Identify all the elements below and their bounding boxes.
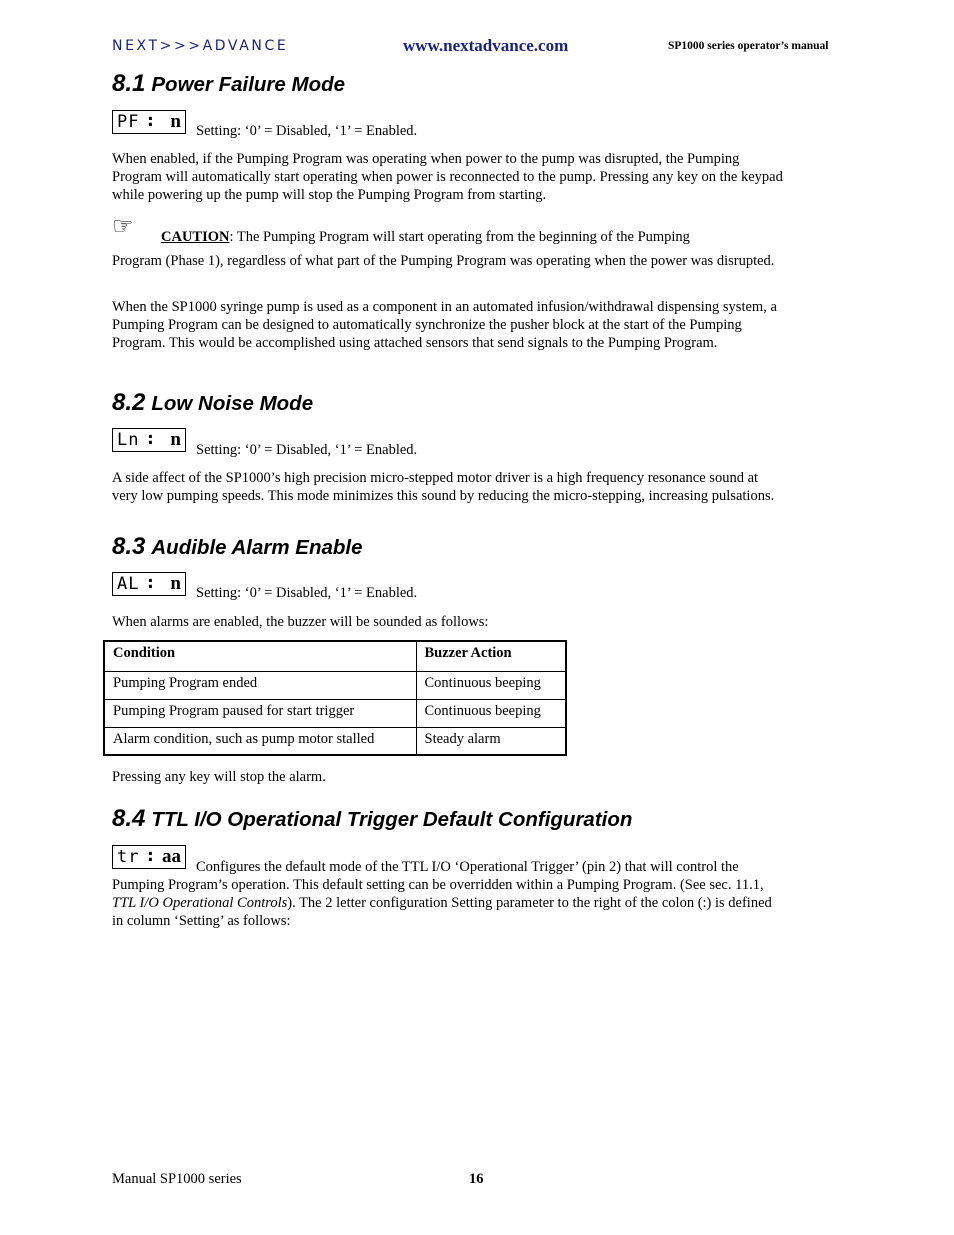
- text-run: Pumping Program’s operation. This default setting can be overridden within a Pumping Program. (See sec. 11.1,: [112, 877, 764, 893]
- section-title: TTL I/O Operational Trigger Default Configuration: [151, 808, 633, 831]
- lcd-colon: :: [145, 428, 156, 449]
- section-heading-8-1: [112, 70, 345, 98]
- manual-title: SP1000 series operator’s manual: [668, 40, 829, 52]
- table-header-cell: Buzzer Action: [416, 641, 566, 671]
- section-number: 8.1: [112, 70, 146, 97]
- pointing-hand-icon: ☞: [112, 214, 134, 240]
- lcd-colon: :: [145, 110, 156, 131]
- caution-continuation: Program (Phase 1), regardless of what part of the Pumping Program was operating when the power was disrupted.: [112, 253, 775, 269]
- section-heading-8-4: [112, 805, 632, 833]
- italic-reference: TTL I/O Operational Controls: [112, 895, 288, 911]
- lcd-value: n: [170, 429, 181, 450]
- paragraph: A side affect of the SP1000’s high precision micro-stepped motor driver is a high frequency resonance sound at very low pumping speeds. This mode minimizes this sound by reducing the micro-stepping, increasing pulsations.: [112, 470, 775, 504]
- table-row: [104, 671, 566, 699]
- table-row: [104, 727, 566, 755]
- paragraph: Pressing any key will stop the alarm.: [112, 769, 326, 785]
- lcd-colon: :: [145, 845, 156, 866]
- table-cell: Pumping Program paused for start trigger: [104, 699, 416, 727]
- website-url[interactable]: www.nextadvance.com: [403, 36, 569, 55]
- section-number: 8.2: [112, 389, 146, 416]
- lcd-code: AL: [117, 574, 140, 594]
- section-number: 8.4: [112, 805, 146, 832]
- page-number: 16: [469, 1171, 484, 1187]
- configures-line: Configures the default mode of the TTL I/O ‘Operational Trigger’ (pin 2) that will control the: [196, 859, 739, 875]
- brand-logo: NEXT>>>ADVANCE: [112, 38, 289, 54]
- lcd-display-pf: [112, 110, 186, 134]
- setting-text: Setting: ‘0’ = Disabled, ‘1’ = Enabled.: [196, 442, 418, 458]
- paragraph: When the SP1000 syringe pump is used as a component in an automated infusion/withdrawal dispensing system, a Pumping Program can be designed to automatically synchronize the pusher block at the start of the Pumping Program. This would be accomplished using attached sensors that send signals to the Pumping Program.: [112, 299, 777, 351]
- section-title: Low Noise Mode: [151, 392, 314, 415]
- lcd-value: n: [170, 111, 181, 132]
- table-cell: Continuous beeping: [416, 671, 566, 699]
- text-run: ). The 2 letter configuration Setting parameter to the right of the colon (:) is defined in column ‘Setting’ as follows:: [112, 895, 772, 929]
- lcd-value: aa: [162, 846, 181, 867]
- lcd-code: tr: [117, 847, 140, 867]
- lcd-code: PF: [117, 112, 140, 132]
- table-cell: Pumping Program ended: [104, 671, 416, 699]
- lcd-code: Ln: [117, 430, 140, 450]
- caution-label: CAUTION: [161, 229, 230, 245]
- table-cell: Steady alarm: [416, 727, 566, 755]
- paragraph: When enabled, if the Pumping Program was operating when power to the pump was disrupted, the Pumping Program will automatically start operating when power is reconnected to the pump. Pressing any key on the keypad while powering up the pump will stop the Pumping Program from starting.: [112, 151, 783, 203]
- table-header-cell: Condition: [104, 641, 416, 671]
- lcd-display-al: [112, 572, 186, 596]
- section-number: 8.3: [112, 533, 146, 560]
- caution-line: [161, 229, 690, 246]
- paragraph: [112, 876, 784, 930]
- section-heading-8-2: [112, 389, 313, 417]
- setting-text: Setting: ‘0’ = Disabled, ‘1’ = Enabled.: [196, 123, 418, 139]
- paragraph: When alarms are enabled, the buzzer will be sounded as follows:: [112, 614, 489, 630]
- section-title: Power Failure Mode: [151, 73, 346, 96]
- table-row: [104, 699, 566, 727]
- section-title: Audible Alarm Enable: [151, 536, 363, 559]
- table-cell: Alarm condition, such as pump motor stalled: [104, 727, 416, 755]
- lcd-display-tr: [112, 845, 186, 869]
- buzzer-table: [103, 640, 567, 756]
- table-cell: Continuous beeping: [416, 699, 566, 727]
- lcd-display-ln: [112, 428, 186, 452]
- footer-manual-name: Manual SP1000 series: [112, 1171, 242, 1187]
- setting-text: Setting: ‘0’ = Disabled, ‘1’ = Enabled.: [196, 585, 418, 601]
- lcd-value: n: [170, 573, 181, 594]
- table-header-row: [104, 641, 566, 671]
- caution-text: : The Pumping Program will start operating from the beginning of the Pumping: [229, 229, 690, 245]
- lcd-colon: :: [145, 572, 156, 593]
- section-heading-8-3: [112, 533, 363, 561]
